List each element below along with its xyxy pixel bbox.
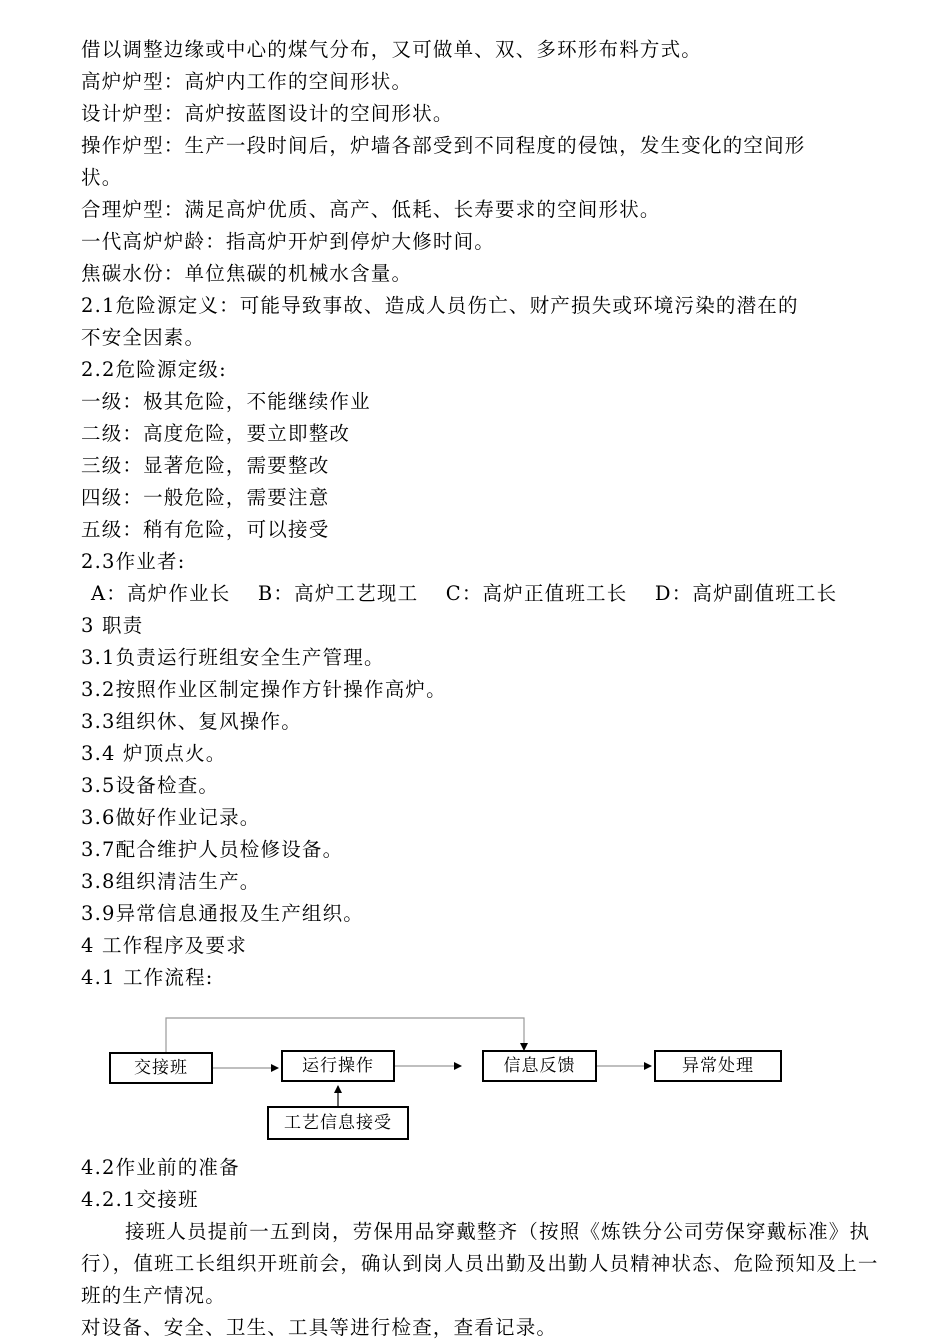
text-line: 4.1 工作流程: [81,966,214,989]
text-line: 一级：极其危险，不能继续作业 [81,390,371,413]
text-line: 2.1危险源定义：可能导致事故、造成人员伤亡、财产损失或环境污染的潜在的 [81,294,799,317]
section-duties [81,610,881,994]
text-line: 2.2危险源定级: [81,358,227,381]
text-line: 设计炉型：高炉按蓝图设计的空间形状。 [81,102,454,125]
text-line: 3.9异常信息通报及生产组织。 [81,902,365,925]
box-abnormal: 异常处理 [654,1050,782,1082]
box-handover: 交接班 [109,1052,213,1084]
role-a: A：高炉作业长 [91,582,231,605]
text-line: 合理炉型：满足高炉优质、高产、低耗、长寿要求的空间形状。 [81,198,661,221]
text-line: 3.2按照作业区制定操作方针操作高炉。 [81,678,447,701]
text-line: 4 工作程序及要求 [81,934,247,957]
text-line: 3.3组织休、复风操作。 [81,710,302,733]
text-line: 3 职责 [81,614,144,637]
text-line: 3.1负责运行班组安全生产管理。 [81,646,385,669]
text-line: 三级：显著危险，需要整改 [81,454,330,477]
role-b: B：高炉工艺现工 [257,582,419,605]
role-d: D：高炉副值班工长 [654,582,838,605]
text-line: 焦碳水份：单位焦碳的机械水含量。 [81,262,413,285]
text-line: 一代高炉炉龄：指高炉开炉到停炉大修时间。 [81,230,496,253]
text-line: 状。 [81,166,123,189]
text-line: 4.2.1交接班 [81,1188,199,1211]
box-process-info: 工艺信息接受 [267,1106,409,1140]
role-c: C：高炉正值班工长 [445,582,628,605]
box-feedback: 信息反馈 [482,1050,597,1082]
text-line: 3.8组织清洁生产。 [81,870,261,893]
section-definitions [81,34,881,578]
text-line: 高炉炉型：高炉内工作的空间形状。 [81,70,413,93]
text-line: 3.6做好作业记录。 [81,806,261,829]
text-line: 2.3作业者: [81,550,186,573]
text-line: 对设备、安全、卫生、工具等进行检查，查看记录。 [81,1316,558,1339]
section-preparation [81,1152,881,1344]
workflow-diagram [81,994,881,1152]
text-line: 3.5设备检查。 [81,774,220,797]
text-line: 3.4 炉顶点火。 [81,742,227,765]
text-line: 3.7配合维护人员检修设备。 [81,838,344,861]
text-line: 借以调整边缘或中心的煤气分布，又可做单、双、多环形布料方式。 [81,38,703,61]
text-line: 四级：一般危险，需要注意 [81,486,330,509]
handover-paragraph: 接班人员提前一五到岗，劳保用品穿戴整齐（按照《炼铁分公司劳保穿戴标准》执行），值班工长组织开班前会，确认到岗人员出勤及出勤人员精神状态、危险预知及上一班的生产情况。 [81,1220,879,1307]
text-line: 二级：高度危险，要立即整改 [81,422,351,445]
text-line: 不安全因素。 [81,326,206,349]
roles-line [81,578,881,610]
text-line: 4.2作业前的准备 [81,1156,240,1179]
document-page [81,34,881,1344]
box-operation: 运行操作 [281,1050,395,1082]
text-line: 操作炉型：生产一段时间后，炉墙各部受到不同程度的侵蚀，发生变化的空间形 [81,134,806,157]
text-line: 五级：稍有危险，可以接受 [81,518,330,541]
